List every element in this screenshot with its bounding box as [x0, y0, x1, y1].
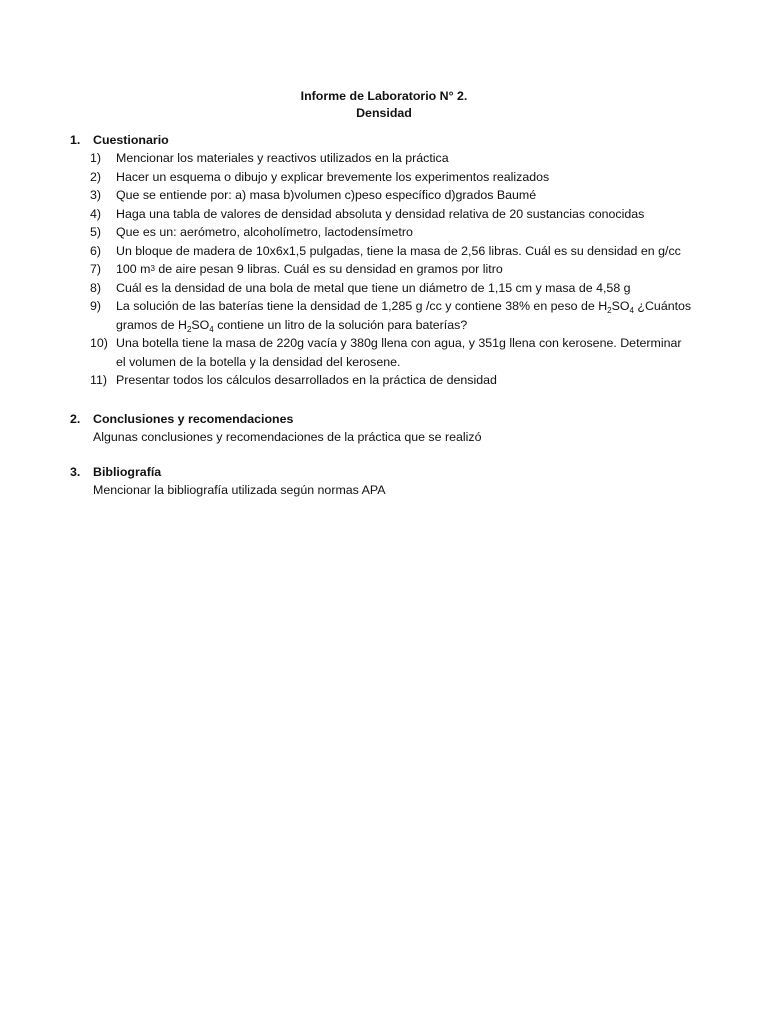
question-text-part: gramos de H — [116, 317, 187, 332]
question-text: Mencionar los materiales y reactivos utilizados en la práctica — [116, 151, 449, 165]
question-item — [90, 242, 713, 261]
question-item — [90, 297, 713, 334]
question-number: 6) — [90, 243, 102, 258]
question-number: 10) — [90, 336, 108, 350]
question-text-part: 100 m — [116, 262, 151, 276]
question-number: 3) — [90, 188, 102, 202]
subscript: 2 — [607, 306, 612, 315]
question-text: Hacer un esquema o dibujo y explicar brevemente los experimentos realizados — [116, 169, 550, 184]
section-body: Mencionar la bibliografía utilizada según normas APA — [93, 483, 386, 497]
question-item — [90, 334, 713, 371]
question-item — [90, 149, 713, 168]
question-item — [90, 279, 713, 298]
document-subtitle: Densidad — [356, 106, 412, 120]
question-text: Que se entiende por: a) masa b)volumen c)peso específico d)grados Baumé — [116, 188, 537, 202]
section-number: 3. — [70, 465, 81, 479]
question-text: Cuál es la densidad de una bola de metal que tiene un diámetro de 1,15 cm y masa de 4,58 g — [116, 280, 631, 295]
question-item — [90, 223, 713, 242]
question-text-part: contiene un litro de la solución para baterías? — [213, 317, 468, 332]
question-text-line-1: Una botella tiene la masa de 220g vacía y 380g llena con agua, y 351g llena con kerosene. Determinar — [116, 336, 682, 350]
section-body: Algunas conclusiones y recomendaciones de la práctica que se realizó — [93, 430, 482, 444]
question-text-part: La solución de las baterías tiene la densidad de 1,285 g /cc y contiene 38% en peso de H — [116, 299, 608, 313]
question-text: Un bloque de madera de 10x6x1,5 pulgadas, tiene la masa de 2,56 libras. Cuál es su densidad en g/cc — [116, 243, 681, 258]
question-text: Presentar todos los cálculos desarrollados en la práctica de densidad — [116, 373, 497, 387]
question-number: 8) — [90, 280, 102, 295]
question-text-part: SO — [191, 317, 210, 332]
subscript: 4 — [629, 306, 634, 315]
question-list — [90, 149, 713, 390]
section-heading: Bibliografía — [93, 465, 162, 479]
question-item — [90, 205, 713, 224]
question-number: 1) — [90, 151, 102, 165]
section-number: 1. — [70, 133, 81, 147]
question-text-line-2: el volumen de la botella y la densidad del kerosene. — [116, 354, 401, 369]
question-text-part: ¿Cuántos — [633, 299, 692, 313]
question-number: 5) — [90, 225, 102, 239]
section-number: 2. — [70, 412, 81, 426]
section-heading: Conclusiones y recomendaciones — [93, 412, 294, 426]
question-text-part: de aire pesan 9 libras. Cuál es su densidad en gramos por litro — [154, 262, 503, 276]
question-text-line-1 — [116, 297, 713, 316]
question-number: 2) — [90, 169, 102, 184]
question-item — [90, 186, 713, 205]
question-item — [90, 371, 713, 390]
question-item — [90, 260, 713, 279]
subscript: 2 — [186, 324, 192, 334]
question-number: 11) — [90, 373, 107, 387]
question-text-line-2 — [116, 316, 713, 335]
question-item — [90, 168, 713, 187]
superscript: 3 — [150, 264, 155, 273]
question-text — [116, 260, 713, 279]
question-number: 7) — [90, 262, 102, 276]
question-number: 4) — [90, 206, 102, 221]
question-text: Que es un: aerómetro, alcoholímetro, lactodensímetro — [116, 225, 413, 239]
section-heading: Cuestionario — [93, 133, 169, 147]
subscript: 4 — [209, 324, 214, 334]
question-text-part: SO — [611, 299, 630, 313]
question-number: 9) — [90, 299, 102, 313]
document-title: Informe de Laboratorio N° 2. — [300, 89, 468, 103]
question-text: Haga una tabla de valores de densidad absoluta y densidad relativa de 20 sustancias conocidas — [116, 206, 645, 221]
